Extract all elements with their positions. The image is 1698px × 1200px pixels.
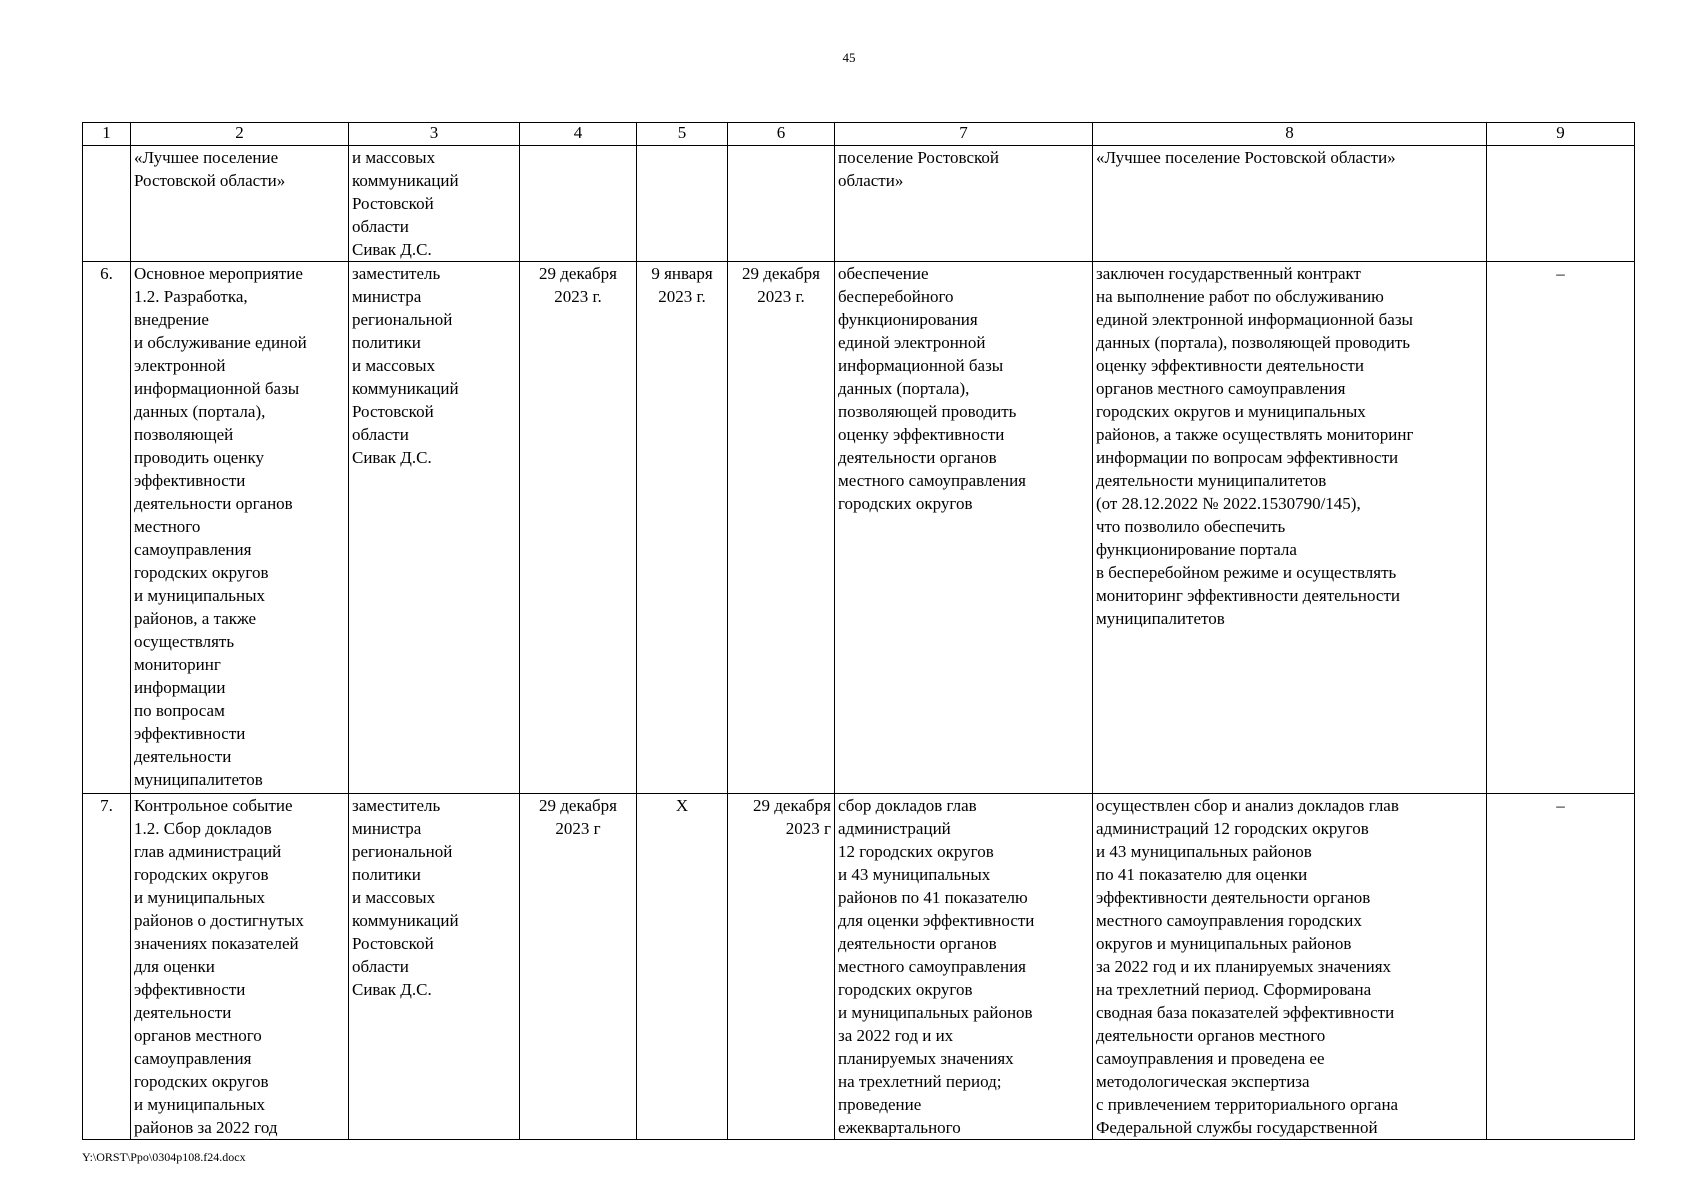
actual-end-cell: 29 декабря 2023 г. xyxy=(728,262,835,794)
note-cell: – xyxy=(1487,794,1635,1140)
table-row xyxy=(83,146,1635,262)
planned-result-cell: поселение Ростовской области» xyxy=(835,146,1093,262)
report-table xyxy=(82,122,1635,1140)
column-number: 6 xyxy=(728,123,835,146)
actual-result-cell: заключен государственный контракт на выполнение работ по обслуживанию единой электронной информационной базы данных (портала), позволяющей проводить оценку эффективности деятельности органов местного самоуправления городских округов и муниципальных районов, а также осуществлять мониторинг информации по вопросам эффективности деятельности муниципалитетов (от 28.12.2022 № 2022.1530790/145), что позволило обеспечить функционирование портала в бесперебойном режиме и осуществлять мониторинг эффективности деятельности муниципалитетов xyxy=(1093,262,1487,794)
column-number-row xyxy=(83,123,1635,146)
column-number: 7 xyxy=(835,123,1093,146)
row-number-cell xyxy=(83,146,131,262)
actual-end-cell xyxy=(728,146,835,262)
responsible-cell: заместитель министра региональной политики и массовых коммуникаций Ростовской области Сивак Д.С. xyxy=(349,794,520,1140)
table-row xyxy=(83,794,1635,1140)
planned-result-cell: сбор докладов глав администраций 12 городских округов и 43 муниципальных районов по 41 показателю для оценки эффективности деятельности органов местного самоуправления городских округов и муниципальных районов за 2022 год и их планируемых значениях на трехлетний период; проведение ежеквартального xyxy=(835,794,1093,1140)
column-number: 1 xyxy=(83,123,131,146)
table-row xyxy=(83,262,1635,794)
column-number: 5 xyxy=(637,123,728,146)
row-number-cell: 6. xyxy=(83,262,131,794)
file-path-footer: Y:\ORST\Ppo\0304p108.f24.docx xyxy=(82,1150,246,1164)
event-name-cell: «Лучшее поселение Ростовской области» xyxy=(131,146,349,262)
planned-date-cell xyxy=(520,146,637,262)
actual-start-cell: 9 января 2023 г. xyxy=(637,262,728,794)
planned-date-cell: 29 декабря 2023 г. xyxy=(520,262,637,794)
note-cell xyxy=(1487,146,1635,262)
page-number: 45 xyxy=(842,50,856,65)
actual-result-cell: «Лучшее поселение Ростовской области» xyxy=(1093,146,1487,262)
actual-result-cell: осуществлен сбор и анализ докладов глав администраций 12 городских округов и 43 муниципальных районов по 41 показателю для оценки эффективности деятельности органов местного самоуправления городских округов и муниципальных районов за 2022 год и их планируемых значениях на трехлетний период. Сформирована сводная база показателей эффективности деятельности органов местного самоуправления и проведена ее методологическая экспертиза с привлечением территориального органа Федеральной службы государственной xyxy=(1093,794,1487,1140)
actual-start-cell xyxy=(637,146,728,262)
responsible-cell: заместитель министра региональной политики и массовых коммуникаций Ростовской области Сивак Д.С. xyxy=(349,262,520,794)
planned-date-cell: 29 декабря 2023 г xyxy=(520,794,637,1140)
note-cell: – xyxy=(1487,262,1635,794)
event-name-cell: Контрольное событие 1.2. Сбор докладов глав администраций городских округов и муниципальных районов о достигнутых значениях показателей для оценки эффективности деятельности органов местного самоуправления городских округов и муниципальных районов за 2022 год xyxy=(131,794,349,1140)
actual-end-cell: 29 декабря 2023 г xyxy=(728,794,835,1140)
column-number: 2 xyxy=(131,123,349,146)
actual-start-cell: Х xyxy=(637,794,728,1140)
column-number: 3 xyxy=(349,123,520,146)
column-number: 8 xyxy=(1093,123,1487,146)
planned-result-cell: обеспечение бесперебойного функционирования единой электронной информационной базы данных (портала), позволяющей проводить оценку эффективности деятельности органов местного самоуправления городских округов xyxy=(835,262,1093,794)
event-name-cell: Основное мероприятие 1.2. Разработка, внедрение и обслуживание единой электронной информационной базы данных (портала), позволяющей проводить оценку эффективности деятельности органов местного самоуправления городских округов и муниципальных районов, а также осуществлять мониторинг информации по вопросам эффективности деятельности муниципалитетов xyxy=(131,262,349,794)
row-number-cell: 7. xyxy=(83,794,131,1140)
responsible-cell: и массовых коммуникаций Ростовской области Сивак Д.С. xyxy=(349,146,520,262)
column-number: 9 xyxy=(1487,123,1635,146)
column-number: 4 xyxy=(520,123,637,146)
